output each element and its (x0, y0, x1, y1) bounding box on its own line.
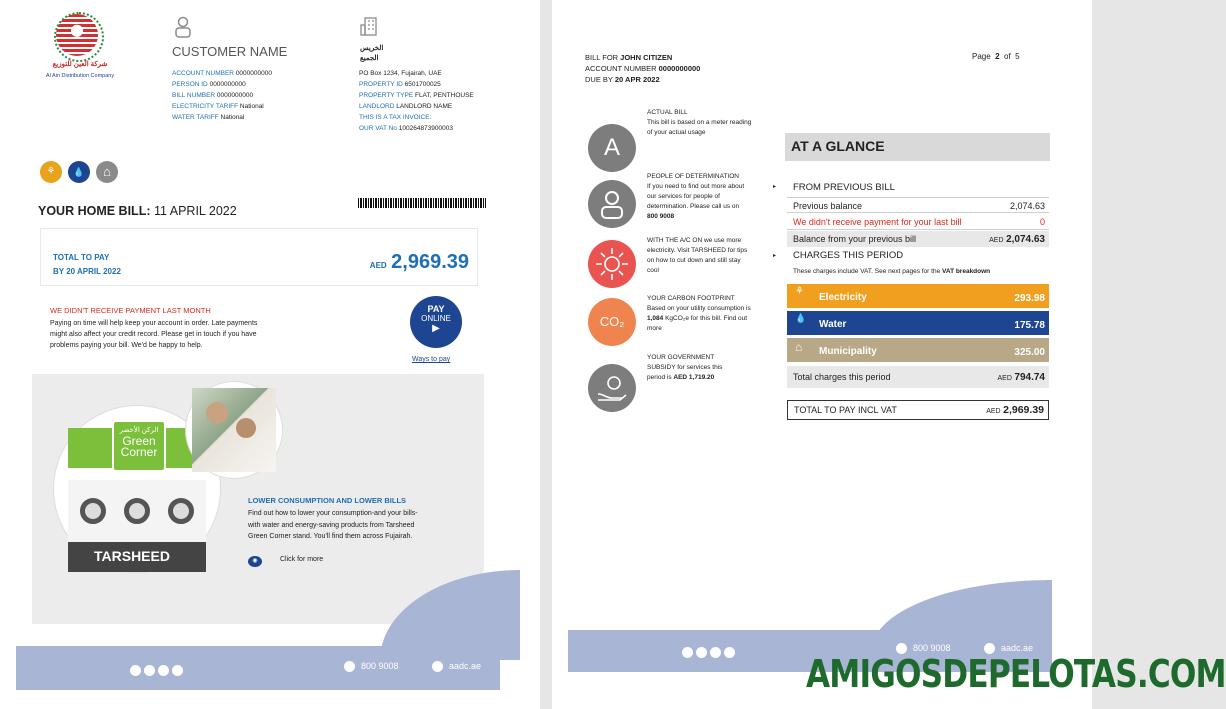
water-icon: 💧 (795, 313, 807, 323)
info-determination: PEOPLE OF DETERMINATION If you need to find out more about our services for people of determination. Please call us on 800 9008 (647, 173, 745, 220)
warning-title: WE DIDN'T RECEIVE PAYMENT LAST MONTH (50, 306, 211, 315)
footer-site[interactable]: aadc.ae (984, 643, 1033, 654)
electricity-icon: ⚘ (40, 161, 62, 183)
from-previous-header: FROM PREVIOUS BILL (793, 182, 895, 193)
charges-header: CHARGES THIS PERIOD (793, 250, 904, 261)
info-actual-bill: ACTUAL BILL This bill is based on a meter reading of your actual usage (647, 109, 752, 136)
info-ac: WITH THE A/C ON we use more electricity. Visit TARSHEED for tips on how to cut down and still stay cool (647, 237, 748, 274)
at-a-glance-header: AT A GLANCE (785, 133, 1050, 161)
customer-name: CUSTOMER NAME (172, 44, 288, 59)
info-subsidy: YOUR GOVERNMENT SUBSIDY for services this period is AED 1,719.20 (647, 354, 723, 381)
footer-phone: 800 9008 (896, 643, 951, 654)
no-payment-row: We didn't receive payment for your last bill 0 (787, 214, 1049, 230)
charges-note: These charges include VAT. See next pages for the VAT breakdown (793, 268, 991, 275)
municipality-icon: ⌂ (795, 340, 803, 354)
total-period-row: Total charges this period AED 794.74 (787, 366, 1049, 388)
barcode (358, 198, 486, 208)
customer-details: ACCOUNT NUMBER 0000000000 PERSON ID 0000000000 BILL NUMBER 0000000000 ELECTRICITY TARIFF National WATER TARIFF National (172, 70, 272, 121)
water-icon: 💧 (68, 161, 90, 183)
play-icon: ▶ (432, 323, 440, 334)
water-row: 💧 Water 175.78 (787, 311, 1049, 335)
social-icons (682, 644, 738, 662)
balance-previous-row: Balance from your previous bill AED 2,074.63 (787, 231, 1049, 247)
youtube-icon[interactable] (696, 647, 707, 658)
instagram-icon[interactable] (710, 647, 721, 658)
people-photo (186, 382, 282, 478)
footer-site[interactable]: aadc.ae (432, 661, 481, 672)
twitter-icon[interactable] (682, 647, 693, 658)
pay-online-button[interactable]: PAY ONLINE ▶ (410, 296, 462, 348)
total-amount: AED 2,969.39 (369, 251, 469, 273)
ways-to-pay-link[interactable]: Ways to pay (412, 356, 451, 363)
municipality-row: ⌂ Municipality 325.00 (787, 338, 1049, 362)
youtube-icon[interactable] (144, 665, 155, 676)
social-icons (130, 662, 186, 680)
instagram-icon[interactable] (158, 665, 169, 676)
phone-icon (344, 661, 355, 672)
twitter-icon[interactable] (130, 665, 141, 676)
footer-phone: 800 9008 (344, 661, 399, 672)
facebook-icon[interactable] (172, 665, 183, 676)
bullet-icon: ▸ (773, 253, 777, 259)
bill-summary-area (32, 220, 484, 624)
electricity-icon: ⚘ (795, 286, 804, 297)
tarsheed-logo: TARSHEED (94, 548, 170, 564)
bill-title: YOUR HOME BILL: 11 APRIL 2022 (38, 204, 237, 218)
sun-icon (588, 240, 636, 288)
promo-body: Find out how to lower your consumption-and your bills-with water and energy-saving products from Tarsheed Green Corner stand. You'll find them across Fujairah. (248, 510, 418, 540)
company-logo (56, 14, 98, 56)
building-icon (360, 16, 380, 36)
total-label-1: TOTAL TO PAY (53, 253, 110, 262)
subsidy-hand-icon (588, 364, 636, 412)
company-english-name: Al Ain Distribution Company (45, 73, 115, 79)
eye-icon[interactable]: ◉ (248, 556, 262, 567)
property-arabic-1: الخريس (360, 45, 384, 52)
bill-page-1 (0, 0, 540, 709)
person-icon (588, 180, 636, 228)
bill-page-2 (552, 0, 1092, 709)
company-arabic-name: شركة العين للتوزيع (52, 61, 108, 68)
footer (16, 646, 500, 690)
click-for-more-link[interactable]: Click for more (280, 556, 324, 563)
actual-bill-icon: A (588, 124, 636, 172)
municipality-icon: ⌂ (96, 161, 118, 183)
bill-for-block: BILL FOR JOHN CITIZEN ACCOUNT NUMBER 0000000000 DUE BY 20 APR 2022 (585, 53, 701, 84)
page-number: Page 2 of 5 (972, 52, 1020, 61)
property-arabic-2: الجميع (360, 55, 379, 62)
promo-title: LOWER CONSUMPTION AND LOWER BILLS (248, 496, 407, 505)
total-label-2: BY 20 APRIL 2022 (53, 267, 121, 276)
info-carbon: YOUR CARBON FOOTPRINT Based on your utility consumption is 1,084 KgCO₂e for this bill. Find out more (647, 295, 751, 332)
co2-icon: CO₂ (588, 298, 636, 346)
person-icon (174, 16, 192, 38)
facebook-icon[interactable] (724, 647, 735, 658)
property-details: PO Box 1234, Fujairah, UAE PROPERTY ID 6501700025 PROPERTY TYPE FLAT, PENTHOUSE LANDLORD LANDLORD NAME THIS IS A TAX INVOICE: OUR VAT No 100264873900003 (359, 70, 474, 132)
previous-balance-row: Previous balance 2,074.63 (787, 197, 1049, 213)
total-to-pay-box (40, 228, 478, 286)
watermark: AMIGOSDEPELOTAS.COM (806, 652, 1226, 696)
bullet-icon: ▸ (773, 184, 777, 190)
electricity-row: ⚘ Electricity 293.98 (787, 284, 1049, 308)
total-vat-row: TOTAL TO PAY INCL VAT AED 2,969.39 (787, 400, 1049, 420)
warning-body: Paying on time will help keep your account in order. Late payments might also affect your credit record. Please get in touch if you have problems paying your bill. We'd be happy to help. (50, 320, 258, 349)
green-corner-sign: الركن الأخضر Green Corner (112, 420, 166, 472)
web-icon (432, 661, 443, 672)
